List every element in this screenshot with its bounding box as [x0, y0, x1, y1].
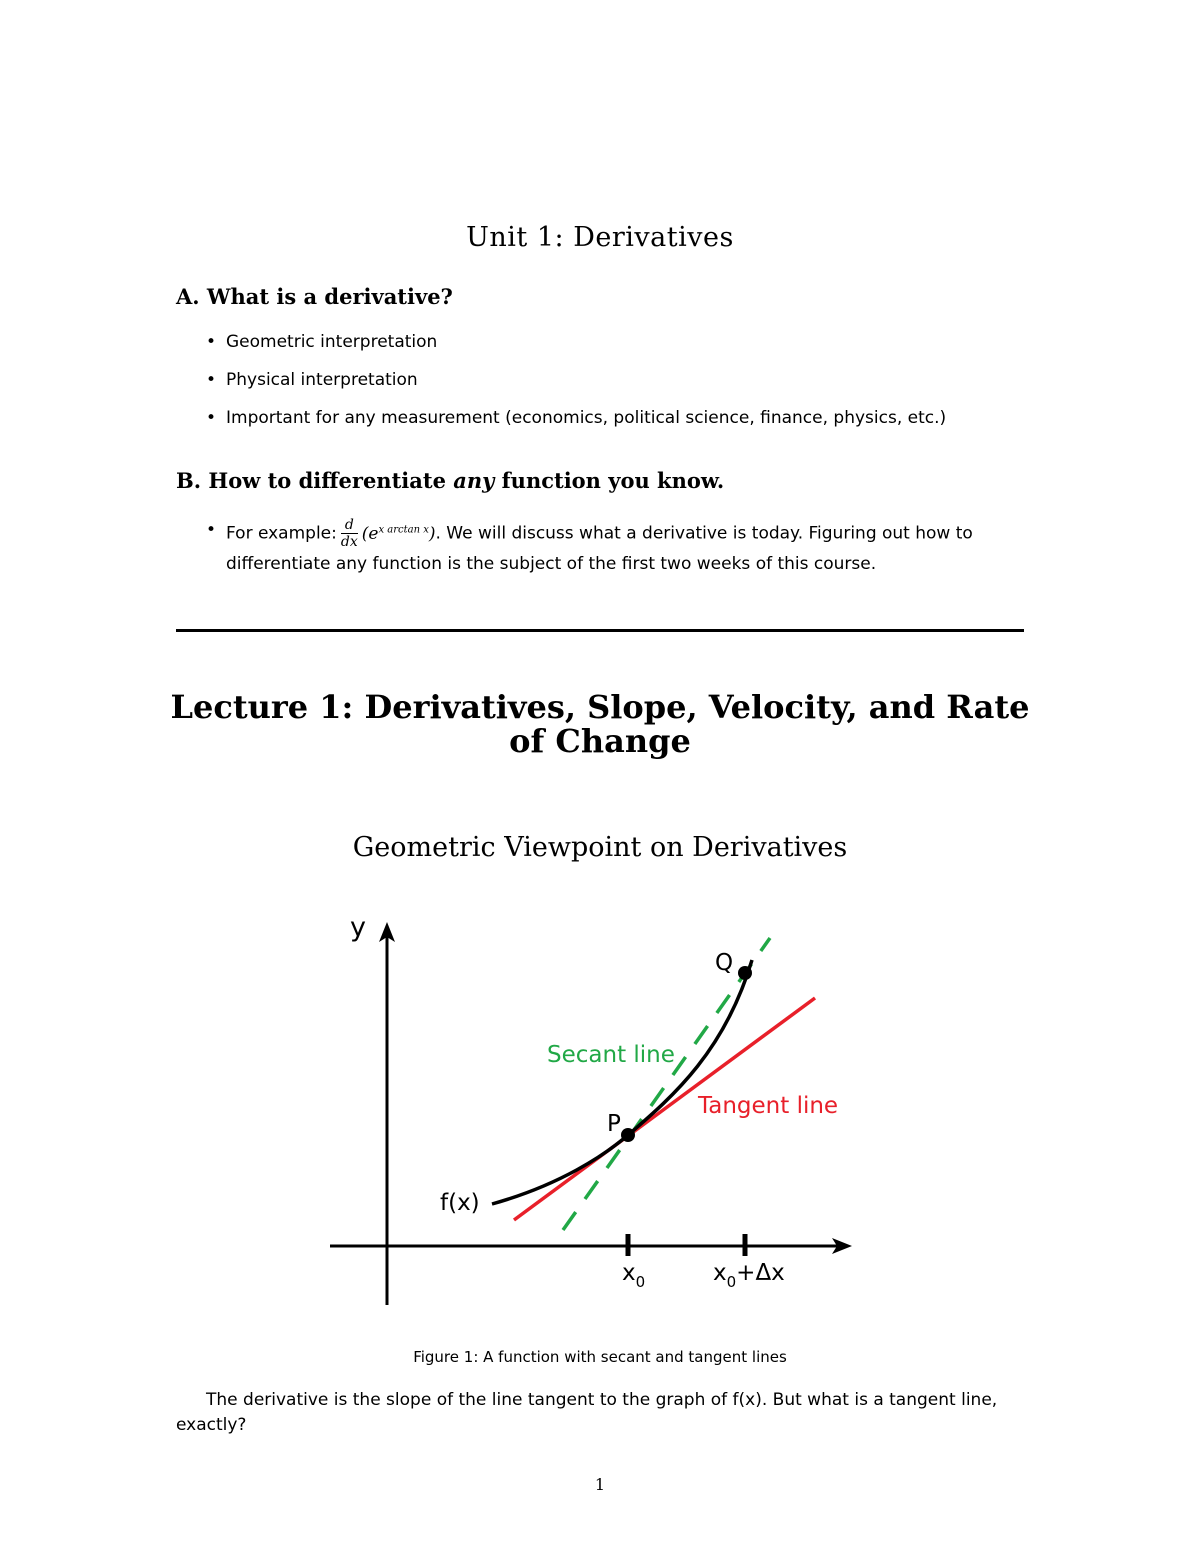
- q-label: Q: [715, 950, 734, 976]
- section-a-heading: A. What is a derivative?: [176, 284, 453, 309]
- exponential-expression: $(e^{x arctan x})$: [361, 523, 436, 544]
- x0-label: $x_0$: [622, 1260, 646, 1291]
- p-label: P: [607, 1111, 621, 1137]
- list-item: • Geometric interpretation: [206, 332, 438, 352]
- list-item: • Important for any measurement (economics, political science, finance, physics, etc.): [206, 408, 947, 428]
- unit-title: Unit 1: Derivatives: [466, 222, 734, 253]
- point-q: [738, 966, 752, 980]
- bullet-icon: •: [206, 520, 217, 540]
- horizontal-rule: [176, 629, 1024, 632]
- figure-caption: Figure 1: A function with secant and tangent lines: [413, 1348, 787, 1366]
- geometric-viewpoint-title: Geometric Viewpoint on Derivatives: [352, 832, 848, 863]
- section-b-heading: B. How to differentiate any function you know.: [176, 468, 725, 493]
- section-b-list: [206, 516, 1036, 578]
- secant-label: Secant line: [547, 1042, 675, 1068]
- bullet-icon: •: [206, 332, 217, 352]
- point-p: [621, 1128, 635, 1142]
- y-axis-label: y: [350, 912, 366, 943]
- secant-line: [563, 938, 770, 1230]
- tangent-label: Tangent line: [698, 1093, 839, 1119]
- derivative-fraction: $\frac{d}{dx}$: [340, 517, 358, 551]
- section-a-list: [206, 330, 1036, 444]
- emphasis-any: any: [453, 468, 495, 493]
- body-paragraph: The derivative is the slope of the line tangent to the graph of f(x). But what is a tangent line, exactly?: [176, 1390, 998, 1435]
- lecture-title: Lecture 1: Derivatives, Slope, Velocity, and Rate of Change: [170, 688, 1030, 760]
- x0-plus-dx-label: $x_0+\Delta x$: [713, 1260, 785, 1291]
- list-item: • Physical interpretation: [206, 370, 418, 390]
- list-item: • For example: $\frac{d}{dx}$ $(e^{x arctan x})$. We will discuss what a derivative is today. Figuring out how to differentiate any function is the subject of the first two weeks of this course.: [206, 517, 973, 575]
- page-number: 1: [594, 1475, 606, 1494]
- function-curve: [492, 960, 752, 1204]
- fx-label: f(x): [440, 1190, 480, 1216]
- bullet-icon: •: [206, 408, 217, 428]
- secant-tangent-figure: [320, 900, 880, 1320]
- bullet-icon: •: [206, 370, 217, 390]
